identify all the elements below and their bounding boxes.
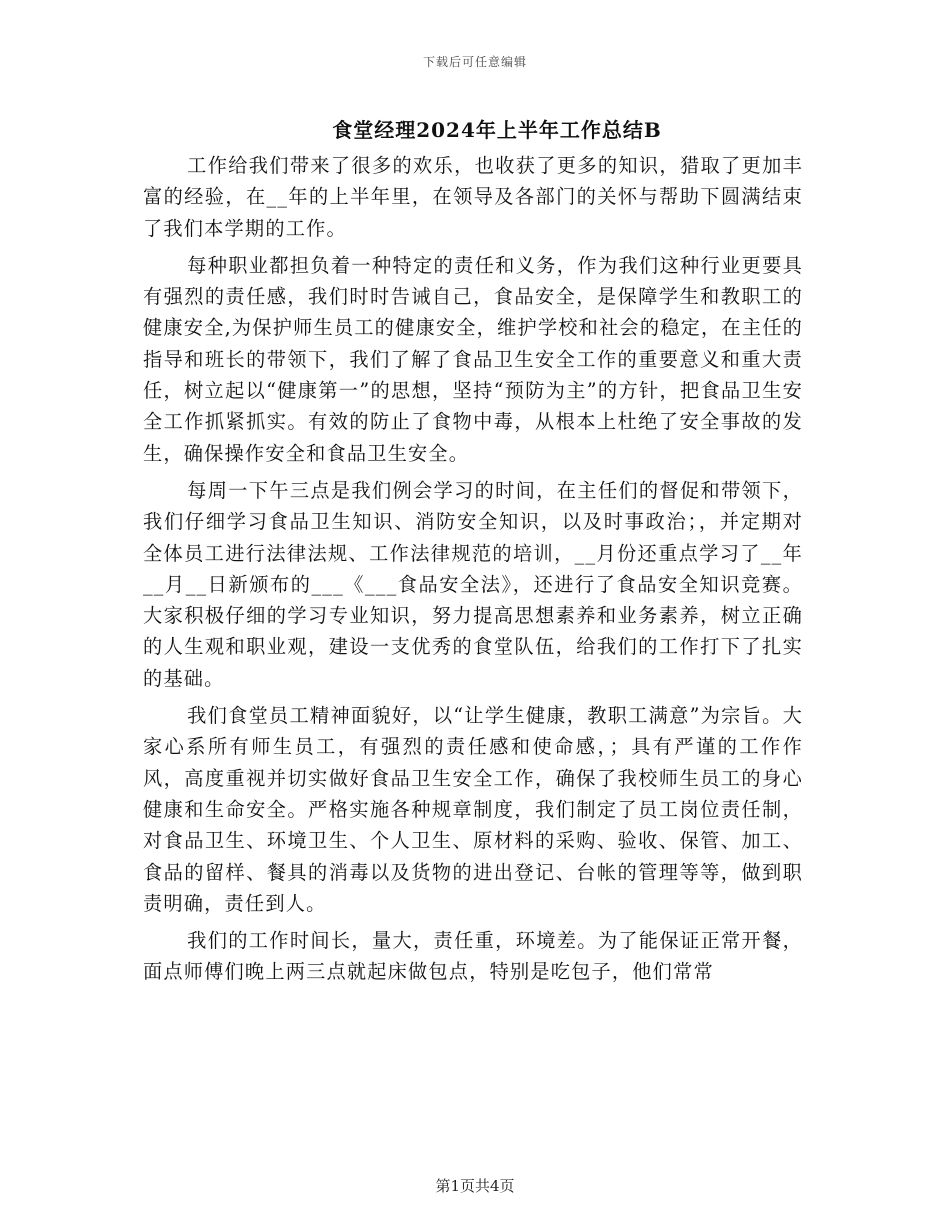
paragraph: 我们食堂员工精神面貌好，以“让学生健康，教职工满意”为宗旨。大家心系所有师生员工，有强烈的责任感和使命感，；具有严谨的工作作风，高度重视并切实做好食品卫生安全工作，确保了我校师生员工的身心健康和生命安全。严格实施各种规章制度，我们制定了员工岗位责任制，对食品卫生、环境卫生、个人卫生、原材料的采购、验收、保管、加工、食品的留样、餐具的消毒以及货物的进出登记、台帐的管理等等，做到职责明确，责任到人。 bbox=[143, 704, 803, 915]
document-body bbox=[143, 150, 803, 994]
page-header-note: 下载后可任意编辑 bbox=[422, 55, 527, 69]
paragraph: 每周一下午三点是我们例会学习的时间，在主任们的督促和带领下，我们仔细学习食品卫生知识、消防安全知识，以及时事政治；，并定期对全体员工进行法律法规、工作法律规范的培训，__月份还重点学习了__年__月__日新颁布的___《___食品安全法》，还进行了食品安全知识竞赛。大家积极仔细的学习专业知识，努力提高思想素养和业务素养，树立正确的人生观和职业观，建设一支优秀的食堂队伍，给我们的工作打下了扎实的基础。 bbox=[143, 478, 803, 690]
paragraph: 每种职业都担负着一种特定的责任和义务，作为我们这种行业更要具有强烈的责任感，我们时时告诫自己，食品安全，是保障学生和教职工的健康安全,为保护师生员工的健康安全，维护学校和社会的稳定，在主任的指导和班长的带领下，我们了解了食品卫生安全工作的重要意义和重大责任，树立起以“健康第一”的思想，坚持“预防为主”的方针，把食品卫生安全工作抓紧抓实。有效的防止了食物中毒，从根本上杜绝了安全事故的发生，确保操作安全和食品卫生安全。 bbox=[143, 253, 803, 465]
paragraph: 工作给我们带来了很多的欢乐，也收获了更多的知识，猎取了更加丰富的经验，在__年的上半年里，在领导及各部门的关怀与帮助下圆满结束了我们本学期的工作。 bbox=[143, 154, 803, 240]
document-title: 食堂经理2024年上半年工作总结B bbox=[332, 118, 662, 142]
page-number-footer: 第1页共4页 bbox=[435, 1177, 515, 1195]
paragraph: 我们的工作时间长，量大，责任重，环境差。为了能保证正常开餐，面点师傅们晚上两三点就起床做包点，特别是吃包子，他们常常 bbox=[143, 929, 803, 984]
